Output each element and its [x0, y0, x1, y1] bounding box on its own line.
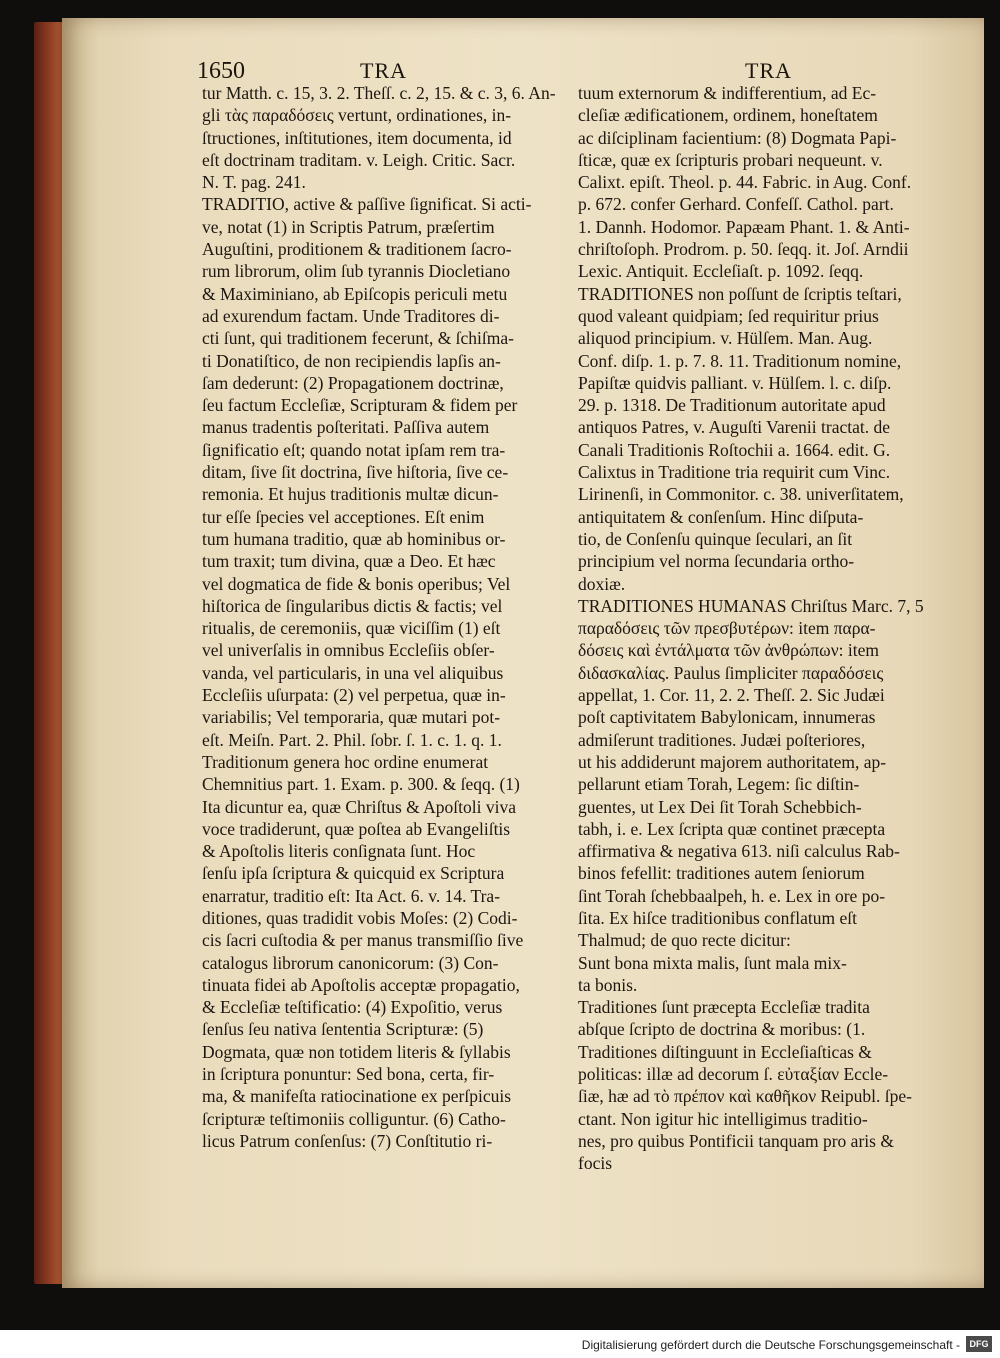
text-line: ritualis, de ceremoniis, quæ viciſſim (1) eſt [202, 618, 501, 639]
text-line: Dogmata, quæ non totidem literis & ſyllabis [202, 1041, 511, 1062]
right-text-column [578, 82, 950, 1175]
text-line: ctant. Non igitur hic intelligimus traditio- [578, 1108, 868, 1129]
text-line: manus tradentis poſteritati. Paſſiva autem [202, 417, 490, 438]
text-line: ſenſus ſeu nativa ſententia Scripturæ: (5) [202, 1019, 484, 1040]
text-line: TRADITIO, active & paſſive ſignificat. Si acti- [202, 194, 532, 215]
text-line: ſticæ, quæ ex ſcripturis probari nequeunt. v. [578, 149, 883, 170]
text-line: nes, pro quibus Pontificii tanquam pro aris & [578, 1130, 894, 1151]
text-line: ditam, ſive ſit doctrina, ſive hiſtoria, ſive ce- [202, 462, 509, 483]
text-line: voce tradiderunt, quæ poſtea ab Evangeliſtis [202, 818, 511, 839]
text-line: 1. Dannh. Hodomor. Papæam Phant. 1. & Anti- [578, 216, 910, 237]
text-line: Traditionum genera hoc ordine enumerat [202, 751, 489, 772]
text-line: admiſerunt traditiones. Judæi poſteriores, [578, 729, 866, 750]
text-line: antiquos Patres, v. Auguſti Varenii tractat. de [578, 417, 891, 438]
text-line: vel dogmatica de fide & bonis operibus; Vel [202, 573, 511, 594]
text-line: Traditiones ſunt præcepta Eccleſiæ tradita [578, 997, 870, 1018]
text-line: Thalmud; de quo recte dicitur: [578, 930, 791, 951]
funding-credit: Digitalisierung gefördert durch die Deutsche Forschungsgemeinschaft - [581, 1338, 960, 1352]
left-text-column [202, 82, 570, 1152]
text-line: δόσεις καὶ ἐντάλματα τῶν ἀνθρώπων: item [578, 640, 879, 661]
text-line: ſenſu ipſa ſcriptura & quicquid ex Scriptura [202, 863, 505, 884]
text-line: rum librorum, olim ſub tyrannis Diocletiano [202, 261, 511, 282]
text-line: vel univerſalis in omnibus Eccleſiis obſer- [202, 640, 495, 661]
text-line: Ita dicuntur ea, quæ Chriſtus & Apoſtoli viva [202, 796, 516, 817]
text-line: ma, & manifeſta ratiocinatione ex perſpicuis [202, 1086, 512, 1107]
text-line: ſita. Ex hiſce traditionibus conflatum eſt [578, 907, 857, 928]
text-line: tio, de Conſenſu quinque ſeculari, an ſit [578, 528, 853, 549]
text-line: ſint Torah ſchebbaalpeh, h. e. Lex in ore po- [578, 885, 886, 906]
text-line: Papiſtæ quidvis palliant. v. Hülſem. l. c. diſp. [578, 372, 892, 393]
text-line: Calixt. epiſt. Theol. p. 44. Fabric. in Aug. Conf. [578, 172, 912, 193]
text-line: TRADITIONES HUMANAS Chriſtus Marc. 7, 5 [578, 595, 924, 616]
text-line: enarratur, traditio eſt: Ita Act. 6. v. 14. Tra- [202, 885, 501, 906]
text-line: doxiæ. [578, 573, 626, 594]
page-number: 1650 [197, 58, 245, 84]
text-line: binos fefellit: traditiones autem ſeniorum [578, 863, 865, 884]
text-line: ſtructiones, inſtitutiones, item documenta, id [202, 127, 512, 148]
dfg-logo: DFG [966, 1336, 992, 1352]
text-line: vanda, vel particularis, in una vel aliquibus [202, 662, 504, 683]
left-running-head: TRA [360, 58, 407, 83]
text-line: catalogus librorum canonicorum: (3) Con- [202, 952, 499, 973]
text-line: gli τὰς παραδόσεις vertunt, ordinationes, in- [202, 105, 512, 126]
text-line: tum traxit; tum divina, quæ a Deo. Et hæc [202, 551, 496, 572]
text-line: aliquod principium. v. Hülſem. Man. Aug. [578, 328, 873, 349]
text-line: ſeu factum Eccleſiæ, Scripturam & fidem per [202, 395, 518, 416]
text-line: ac diſciplinam facientium: (8) Dogmata Papi- [578, 127, 897, 148]
text-line: ſam dederunt: (2) Propagationem doctrinæ, [202, 372, 504, 393]
text-line: hiſtorica de ſingularibus dictis & factis; vel [202, 595, 503, 616]
text-line: ſiæ, hæ ad τὸ πρέπον καὶ καθῆκον Reipubl. ſpe- [578, 1086, 912, 1107]
text-line: licus Patrum conſenſus: (7) Conſtitutio ri- [202, 1130, 493, 1151]
text-line: TRADITIONES non poſſunt de ſcriptis teſtari, [578, 283, 902, 304]
text-line: ad exurendum factam. Unde Traditores di- [202, 305, 500, 326]
text-line: cti ſunt, qui traditionem fecerunt, & ſchiſma- [202, 328, 514, 349]
text-line: Traditiones diſtinguunt in Eccleſiaſticas & [578, 1041, 872, 1062]
text-line: ſcripturæ teſtimoniis colliguntur. (6) Catho- [202, 1108, 506, 1129]
text-line: pellarunt etiam Torah, Legem: ſic diſtin- [578, 774, 860, 795]
text-line: διδασκαλίας. Paulus ſimpliciter παραδόσεις [578, 662, 884, 683]
text-line: p. 672. confer Gerhard. Confeſſ. Cathol. part. [578, 194, 894, 215]
text-line: N. T. pag. 241. [202, 172, 306, 193]
text-line: appellat, 1. Cor. 11, 2. 2. Theſſ. 2. Sic Judæi [578, 685, 885, 706]
text-line: & Eccleſiæ teſtificatio: (4) Expoſitio, verus [202, 997, 503, 1018]
text-line: tur eſſe ſpecies vel acceptiones. Eſt enim [202, 506, 485, 527]
text-line: Chemnitius part. 1. Exam. p. 300. & ſeqq. (1) [202, 774, 520, 795]
text-line: cleſiæ ædificationem, ordinem, honeſtatem [578, 105, 878, 126]
text-line: poſt captivitatem Babylonicam, innumeras [578, 707, 876, 728]
text-line: in ſcriptura ponuntur: Sed bona, certa, fir- [202, 1064, 495, 1085]
text-line: Conf. diſp. 1. p. 7. 8. 11. Traditionum nomine, [578, 350, 902, 371]
text-line: focis [578, 1153, 613, 1174]
text-line: remonia. Et hujus traditionis multæ dicun- [202, 484, 499, 505]
text-line: tabh, i. e. Lex ſcripta quæ continet præcepta [578, 818, 886, 839]
text-line: 29. p. 1318. De Traditionum autoritate apud [578, 395, 886, 416]
text-line: Sunt bona mixta malis, ſunt mala mix- [578, 952, 847, 973]
text-line: ti Donatiſtico, de non recipiendis lapſis an- [202, 350, 501, 371]
right-running-head: TRA [745, 58, 792, 83]
text-line: eſt. Meiſn. Part. 2. Phil. ſobr. ſ. 1. c. 1. q. 1. [202, 729, 502, 750]
text-line: παραδόσεις τῶν πρεσβυτέρων: item παρα- [578, 618, 876, 639]
text-line: affirmativa & negativa 613. niſi calculus Rab- [578, 841, 900, 862]
text-line: variabilis; Vel temporaria, quæ mutari pot- [202, 707, 501, 728]
text-line: Eccleſiis uſurpata: (2) vel perpetua, quæ in- [202, 685, 506, 706]
text-line: Lexic. Antiquit. Eccleſiaſt. p. 1092. ſeqq. [578, 261, 864, 282]
text-line: antiquitatem & conſenſum. Hinc diſputa- [578, 506, 864, 527]
text-line: Canali Traditionis Roſtochii a. 1664. edit. G. [578, 439, 891, 460]
text-line: tuum externorum & indifferentium, ad Ec- [578, 83, 877, 103]
text-line: ditiones, quas tradidit vobis Moſes: (2) Codi- [202, 907, 518, 928]
text-line: ſignificatio eſt; quando notat ipſam rem tra- [202, 439, 506, 460]
text-line: ve, notat (1) in Scriptis Patrum, præſertim [202, 216, 495, 237]
text-line: Lirinenſi, in Commonitor. c. 38. univerſitatem, [578, 484, 904, 505]
text-line: principium vel norma ſecundaria ortho- [578, 551, 855, 572]
text-line: cis ſacri cuſtodia & per manus transmiſſio ſive [202, 930, 524, 951]
text-line: quod valeant quidpiam; ſed requiritur prius [578, 305, 879, 326]
text-line: tur Matth. c. 15, 3. 2. Theſſ. c. 2, 15. & c. 3, 6. An- [202, 83, 556, 103]
text-line: abſque ſcripto de doctrina & moribus: (1. [578, 1019, 866, 1040]
text-line: & Maximiniano, ab Epiſcopis periculi metu [202, 283, 508, 304]
text-line: Calixtus in Traditione tria requirit cum Vinc. [578, 462, 891, 483]
text-line: guentes, ut Lex Dei ſit Torah Schebbich- [578, 796, 862, 817]
text-line: politicas: illæ ad decorum ſ. εὐταξίαν Eccle- [578, 1064, 889, 1085]
text-line: ta bonis. [578, 974, 638, 995]
text-line: chriſtoſoph. Prodrom. p. 50. ſeqq. it. Joſ. Arndii [578, 239, 909, 260]
text-line: ut his addiderunt majorem authoritatem, ap- [578, 751, 887, 772]
digitization-footer [0, 1330, 1000, 1358]
text-line: Auguſtini, proditionem & traditionem ſacro- [202, 239, 512, 260]
text-line: eſt doctrinam traditam. v. Leigh. Critic. Sacr. [202, 149, 516, 170]
text-line: tum humana traditio, quæ ab hominibus or- [202, 528, 506, 549]
text-line: tinuata fidei ab Apoſtolis acceptæ propagatio, [202, 974, 520, 995]
text-line: & Apoſtolis literis conſignata ſunt. Hoc [202, 841, 476, 862]
